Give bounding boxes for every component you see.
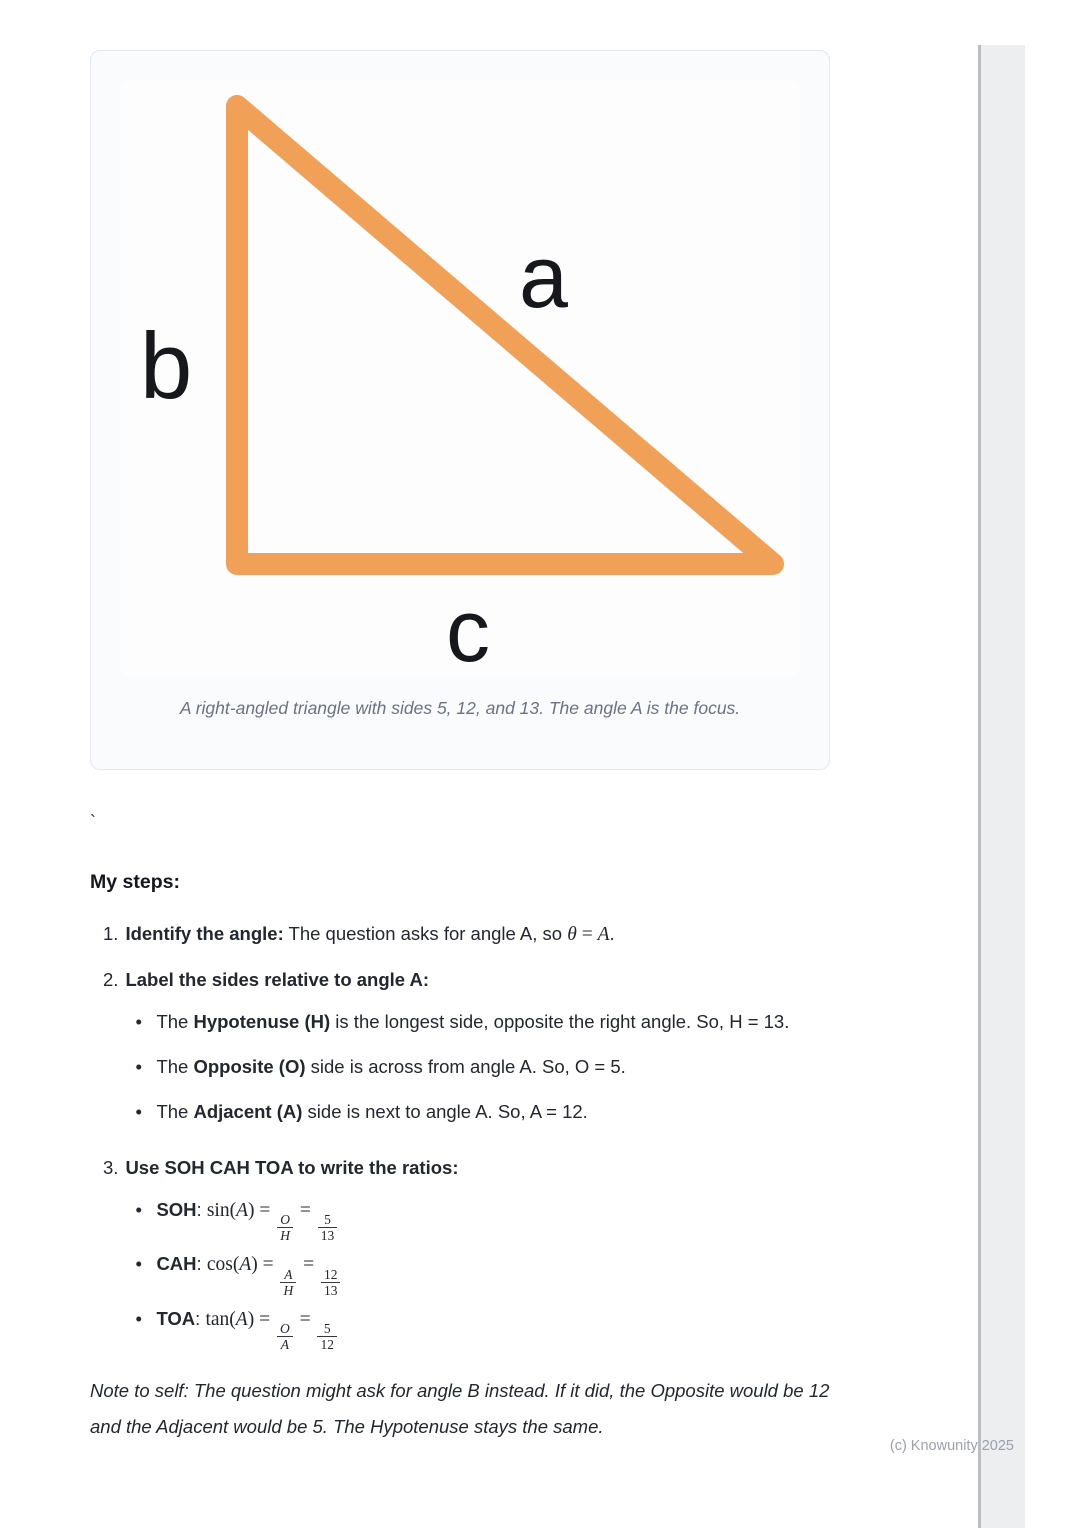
fraction-numerator: O xyxy=(277,1212,293,1228)
math-fraction xyxy=(318,1212,338,1243)
bullet-bold: Opposite (O) xyxy=(193,1055,306,1077)
math-paren: ) xyxy=(247,1308,255,1330)
math-fraction xyxy=(277,1321,293,1352)
step-2-bullet-list xyxy=(125,1005,830,1129)
step-2-number: 2. xyxy=(103,969,119,991)
math-func: sin xyxy=(206,1199,230,1221)
step-1-body xyxy=(125,918,830,952)
math-equals: = xyxy=(254,1308,275,1330)
math-paren: ) xyxy=(248,1199,255,1221)
step-1-number: 1. xyxy=(103,923,119,944)
step-1-text: The question asks for angle A, so xyxy=(283,923,568,944)
math-var: A xyxy=(239,1254,252,1276)
bullet-icon: • xyxy=(135,1253,142,1275)
math-equals: = xyxy=(294,1308,316,1330)
step-3-body xyxy=(125,1152,830,1356)
bullet-text: side is next to angle A. So, A = 12. xyxy=(302,1101,588,1123)
math-paren: ( xyxy=(229,1199,237,1221)
bullet-hypotenuse xyxy=(125,1005,830,1038)
ratio-cah-text xyxy=(156,1247,830,1298)
math-fraction xyxy=(280,1267,296,1298)
ratio-formula xyxy=(206,1199,339,1244)
bullet-opposite xyxy=(125,1050,830,1083)
math-equals: = xyxy=(257,1254,279,1276)
fraction-denominator: A xyxy=(280,1337,289,1353)
step-2-body xyxy=(125,964,830,1140)
fraction-denominator: 13 xyxy=(320,1228,335,1244)
bullet-icon: • xyxy=(135,1101,142,1123)
ratio-soh xyxy=(125,1193,830,1244)
steps-list xyxy=(90,918,830,1357)
ratio-colon: : xyxy=(196,1198,207,1220)
bullet-icon: • xyxy=(135,1307,142,1329)
bullet-icon: • xyxy=(135,1055,142,1077)
bullet-text: side is across from angle A. So, O = 5. xyxy=(305,1055,626,1077)
math-equals: = xyxy=(295,1199,316,1221)
bullet-text: The xyxy=(156,1055,194,1077)
math-paren: ( xyxy=(232,1254,240,1276)
bullet-text: The xyxy=(156,1010,194,1032)
math-fraction xyxy=(277,1212,293,1243)
ratio-colon: : xyxy=(195,1307,206,1329)
math-fraction xyxy=(321,1267,341,1298)
step-3 xyxy=(90,1152,830,1356)
ratio-soh-text xyxy=(156,1193,830,1244)
step-1-title: Identify the angle: xyxy=(125,923,284,944)
ratio-label: SOH xyxy=(156,1198,197,1220)
fraction-numerator: 5 xyxy=(318,1212,338,1228)
bullet-icon: • xyxy=(135,1010,142,1032)
math-var: A xyxy=(236,1199,248,1221)
bullet-text: The xyxy=(156,1101,194,1123)
math-paren: ( xyxy=(229,1308,236,1330)
math-func: cos xyxy=(206,1254,233,1276)
ratio-label: CAH xyxy=(156,1253,197,1275)
fraction-numerator: O xyxy=(277,1321,293,1337)
ratio-toa xyxy=(125,1302,830,1353)
note-paragraph: Note to self: The question might ask for angle B instead. If it did, the Opposite would be 12 and the Adjacent would be 5. The Hypotenuse stays the same. xyxy=(90,1379,830,1437)
bullet-opposite-text xyxy=(156,1050,830,1083)
figure-card xyxy=(90,50,830,770)
fraction-numerator: A xyxy=(280,1267,296,1283)
step-3-number: 3. xyxy=(103,1157,119,1179)
bullet-adjacent-text xyxy=(156,1095,830,1128)
bullet-bold: Adjacent (A) xyxy=(193,1101,303,1123)
triangle-label-a: a xyxy=(519,227,568,326)
step-1-period: . xyxy=(609,923,615,944)
bullet-hypotenuse-text xyxy=(156,1005,830,1038)
fraction-numerator: 5 xyxy=(317,1321,337,1337)
math-var-a: A xyxy=(597,924,610,945)
fraction-denominator: H xyxy=(280,1228,290,1244)
ratio-colon: : xyxy=(196,1253,207,1275)
scrollbar-track[interactable] xyxy=(978,45,1025,1528)
figure-caption: A right-angled triangle with sides 5, 12, and 13. The angle A is the focus. xyxy=(179,698,741,718)
bullet-adjacent xyxy=(125,1095,830,1128)
ratio-formula xyxy=(205,1308,339,1353)
triangle-figure xyxy=(120,81,800,680)
ratio-label: TOA xyxy=(156,1307,196,1329)
steps-heading: My steps: xyxy=(90,871,180,893)
step-3-bullet-list xyxy=(125,1193,830,1353)
ratio-cah xyxy=(125,1247,830,1298)
fraction-denominator: 12 xyxy=(320,1337,334,1353)
math-var: A xyxy=(235,1308,248,1330)
math-equals: = xyxy=(298,1254,319,1276)
bullet-text: is the longest side, opposite the right angle. So, H = 13. xyxy=(330,1010,790,1032)
triangle-label-b: b xyxy=(140,313,193,418)
math-theta: θ xyxy=(567,924,577,945)
step-1 xyxy=(90,918,830,952)
triangle-path xyxy=(237,106,773,564)
math-func: tan xyxy=(205,1308,230,1330)
fraction-numerator: 12 xyxy=(321,1267,341,1283)
bullet-bold: Hypotenuse (H) xyxy=(193,1010,331,1032)
math-equals: = xyxy=(576,924,598,945)
triangle-label-c: c xyxy=(446,581,490,680)
ratio-formula xyxy=(206,1254,343,1298)
math-fraction xyxy=(317,1321,337,1352)
math-equals: = xyxy=(254,1199,276,1221)
step-3-title: Use SOH CAH TOA to write the ratios: xyxy=(125,1157,459,1179)
fraction-denominator: H xyxy=(283,1282,294,1298)
stray-backtick: ` xyxy=(90,812,96,832)
math-paren: ) xyxy=(251,1254,258,1276)
bullet-icon: • xyxy=(135,1198,142,1220)
step-2-title: Label the sides relative to angle A: xyxy=(125,969,430,991)
fraction-denominator: 13 xyxy=(323,1282,338,1298)
ratio-toa-text xyxy=(156,1302,830,1353)
copyright-footer: (c) Knowunity 2025 xyxy=(889,1438,1014,1454)
document-content xyxy=(90,50,830,1445)
step-2 xyxy=(90,964,830,1140)
